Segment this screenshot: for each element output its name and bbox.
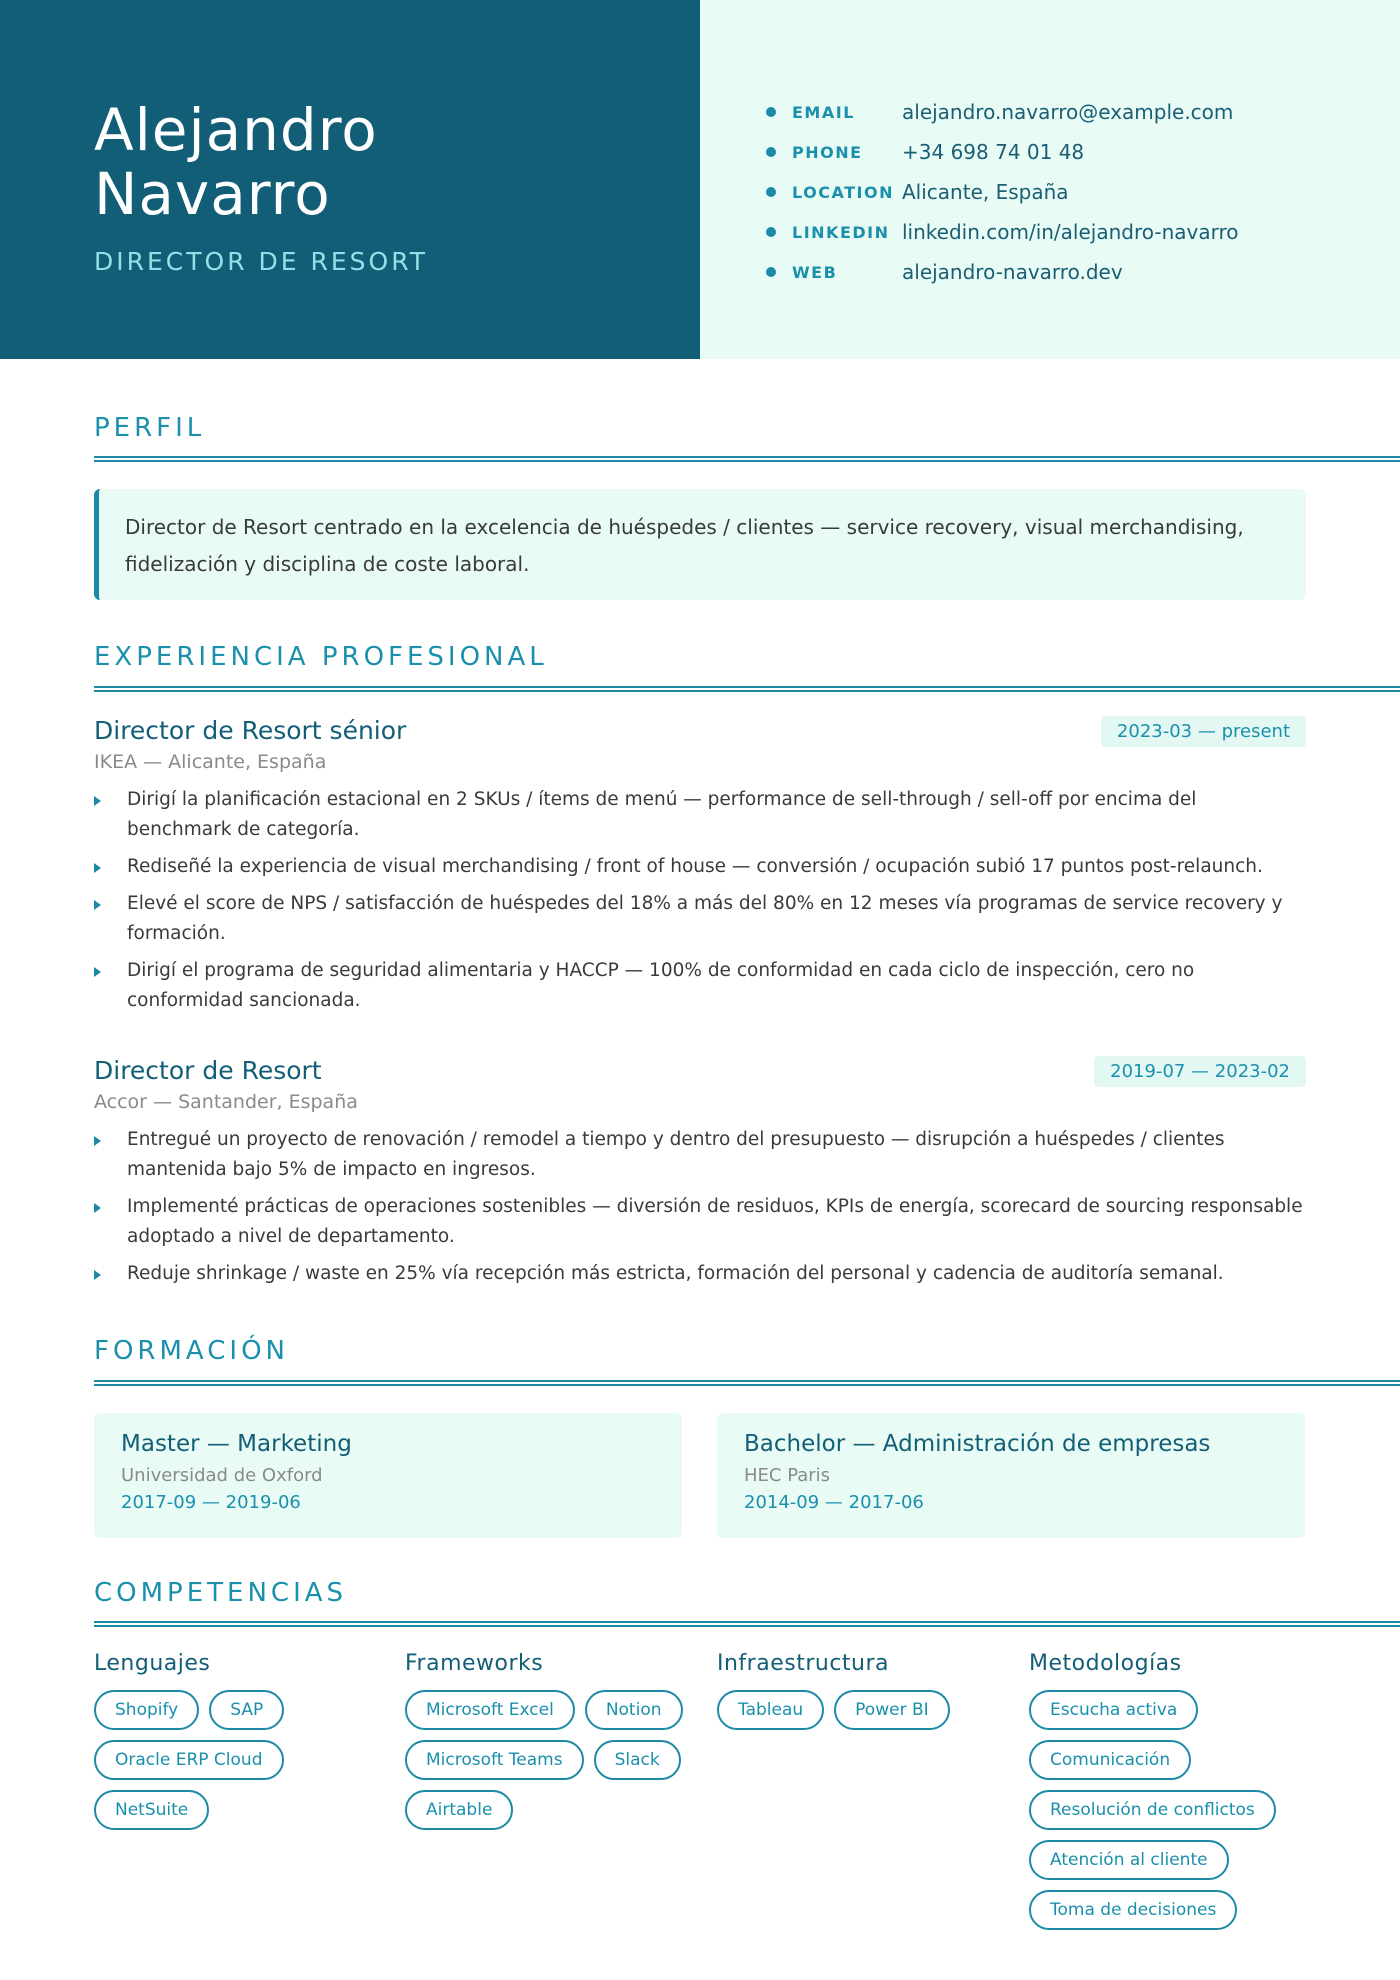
job-achievements (94, 785, 1306, 1016)
skill-tags (717, 1690, 1007, 1730)
skill-tag: Airtable (405, 1790, 513, 1830)
contact-list (766, 92, 1239, 292)
contact-label: LINKEDIN (792, 222, 890, 242)
job-title: Director de Resort (94, 1056, 322, 1085)
contact-location (766, 172, 1239, 212)
skill-tag: Power BI (834, 1690, 949, 1730)
triangle-bullet-icon (94, 1136, 101, 1146)
skill-group-heading: Metodologías (1029, 1651, 1182, 1676)
skill-tag: SAP (209, 1690, 284, 1730)
skill-tags (405, 1690, 695, 1830)
contact-value: Alicante, España (902, 180, 1069, 204)
contact-label: WEB (792, 262, 838, 282)
job-entry (94, 1056, 1306, 1296)
achievement-item (94, 852, 1306, 882)
section-title-experience: EXPERIENCIA PROFESIONAL (94, 642, 548, 672)
skill-tag: Microsoft Excel (405, 1690, 575, 1730)
contact-linkedin (766, 212, 1239, 252)
section-divider (94, 1380, 1400, 1386)
job-achievements (94, 1125, 1306, 1289)
skill-group-heading: Infraestructura (717, 1651, 890, 1676)
skill-tag: Notion (585, 1690, 683, 1730)
skill-tags (94, 1690, 384, 1830)
contact-web (766, 252, 1239, 292)
contact-value[interactable]: +34 698 74 01 48 (902, 140, 1085, 164)
bullet-dot-icon (766, 107, 776, 117)
triangle-bullet-icon (94, 967, 101, 977)
contact-label: LOCATION (792, 182, 894, 202)
skill-tag: NetSuite (94, 1790, 209, 1830)
contact-label: EMAIL (792, 102, 855, 122)
bullet-dot-icon (766, 147, 776, 157)
resume-header (0, 0, 1400, 359)
skill-tag: Atención al cliente (1029, 1840, 1229, 1880)
job-title: Director de Resort sénior (94, 716, 407, 745)
contact-label: PHONE (792, 142, 863, 162)
section-title-skills: COMPETENCIAS (94, 1578, 348, 1608)
skill-tag: Slack (594, 1740, 681, 1780)
section-divider (94, 1621, 1400, 1627)
education-dates: 2017-09 — 2019-06 (121, 1492, 301, 1513)
achievement-text: Reduje shrinkage / waste en 25% vía recepción más estricta, formación del personal y cadencia de auditoría semanal. (127, 1263, 1224, 1284)
section-title-profile: PERFIL (94, 413, 206, 443)
bullet-dot-icon (766, 227, 776, 237)
job-organization: IKEA — Alicante, España (94, 751, 327, 773)
triangle-bullet-icon (94, 1270, 101, 1280)
header-name-panel (0, 0, 700, 359)
contact-phone (766, 132, 1239, 172)
contact-email (766, 92, 1239, 132)
skill-tag: Toma de decisiones (1029, 1890, 1237, 1930)
education-card (94, 1413, 682, 1538)
name-last: Navarro (94, 160, 331, 228)
skill-tag: Shopify (94, 1690, 199, 1730)
skill-group-heading: Lenguajes (94, 1651, 211, 1676)
education-school: HEC Paris (744, 1465, 831, 1486)
achievement-text: Dirigí la planificación estacional en 2 SKUs / ítems de menú — performance de sell-through / sell-off por encima del benchmark de categoría. (127, 789, 1197, 840)
job-dates-badge: 2023-03 — present (1101, 716, 1306, 747)
education-degree: Master — Marketing (121, 1431, 352, 1457)
profile-summary: Director de Resort centrado en la excelencia de huéspedes / clientes — service recovery, visual merchandising, fidelización y disciplina de coste laboral. (94, 489, 1306, 600)
education-degree: Bachelor — Administración de empresas (744, 1431, 1211, 1457)
triangle-bullet-icon (94, 1203, 101, 1213)
name-first: Alejandro (94, 96, 378, 164)
achievement-item (94, 1125, 1306, 1185)
achievement-item (94, 785, 1306, 845)
contact-value[interactable]: alejandro-navarro.dev (902, 260, 1123, 284)
skill-group-infrastructure (717, 1651, 1007, 1730)
skill-tags (1029, 1690, 1319, 1930)
skill-tag: Oracle ERP Cloud (94, 1740, 284, 1780)
achievement-text: Elevé el score de NPS / satisfacción de huéspedes del 18% a más del 80% en 12 meses vía programas de service recovery y formación. (127, 893, 1283, 944)
bullet-dot-icon (766, 187, 776, 197)
skill-tag: Microsoft Teams (405, 1740, 584, 1780)
skill-group-methodologies (1029, 1651, 1319, 1930)
triangle-bullet-icon (94, 900, 101, 910)
achievement-item (94, 889, 1306, 949)
education-dates: 2014-09 — 2017-06 (744, 1492, 924, 1513)
candidate-name (94, 98, 378, 226)
achievement-text: Rediseñé la experiencia de visual merchandising / front of house — conversión / ocupación subió 17 puntos post-relaunch. (127, 856, 1263, 877)
education-card (717, 1413, 1305, 1538)
triangle-bullet-icon (94, 796, 101, 806)
achievement-item (94, 1259, 1306, 1289)
contact-value[interactable]: linkedin.com/in/alejandro-navarro (902, 220, 1239, 244)
skill-tag: Escucha activa (1029, 1690, 1198, 1730)
skill-tag: Tableau (717, 1690, 824, 1730)
candidate-role: DIRECTOR DE RESORT (94, 247, 429, 276)
skill-group-frameworks (405, 1651, 695, 1830)
job-entry (94, 716, 1306, 1023)
bullet-dot-icon (766, 267, 776, 277)
skill-group-heading: Frameworks (405, 1651, 544, 1676)
section-divider (94, 686, 1400, 692)
job-organization: Accor — Santander, España (94, 1091, 358, 1113)
section-divider (94, 456, 1400, 462)
section-title-education: FORMACIÓN (94, 1336, 289, 1366)
achievement-text: Entregué un proyecto de renovación / remodel a tiempo y dentro del presupuesto — disrupción a huéspedes / clientes mantenida bajo 5% de impacto en ingresos. (127, 1129, 1225, 1180)
achievement-item (94, 1192, 1306, 1252)
skill-tag: Resolución de conflictos (1029, 1790, 1276, 1830)
achievement-text: Implementé prácticas de operaciones sostenibles — diversión de residuos, KPIs de energía, scorecard de sourcing responsable adoptado a nivel de departamento. (127, 1196, 1303, 1247)
achievement-text: Dirigí el programa de seguridad alimentaria y HACCP — 100% de conformidad en cada ciclo de inspección, cero no conformidad sancionada. (127, 960, 1195, 1011)
triangle-bullet-icon (94, 863, 101, 873)
skill-group-languages (94, 1651, 384, 1830)
skill-tag: Comunicación (1029, 1740, 1191, 1780)
achievement-item (94, 956, 1306, 1016)
education-school: Universidad de Oxford (121, 1465, 323, 1486)
job-dates-badge: 2019-07 — 2023-02 (1094, 1056, 1306, 1087)
contact-value[interactable]: alejandro.navarro@example.com (902, 100, 1234, 124)
